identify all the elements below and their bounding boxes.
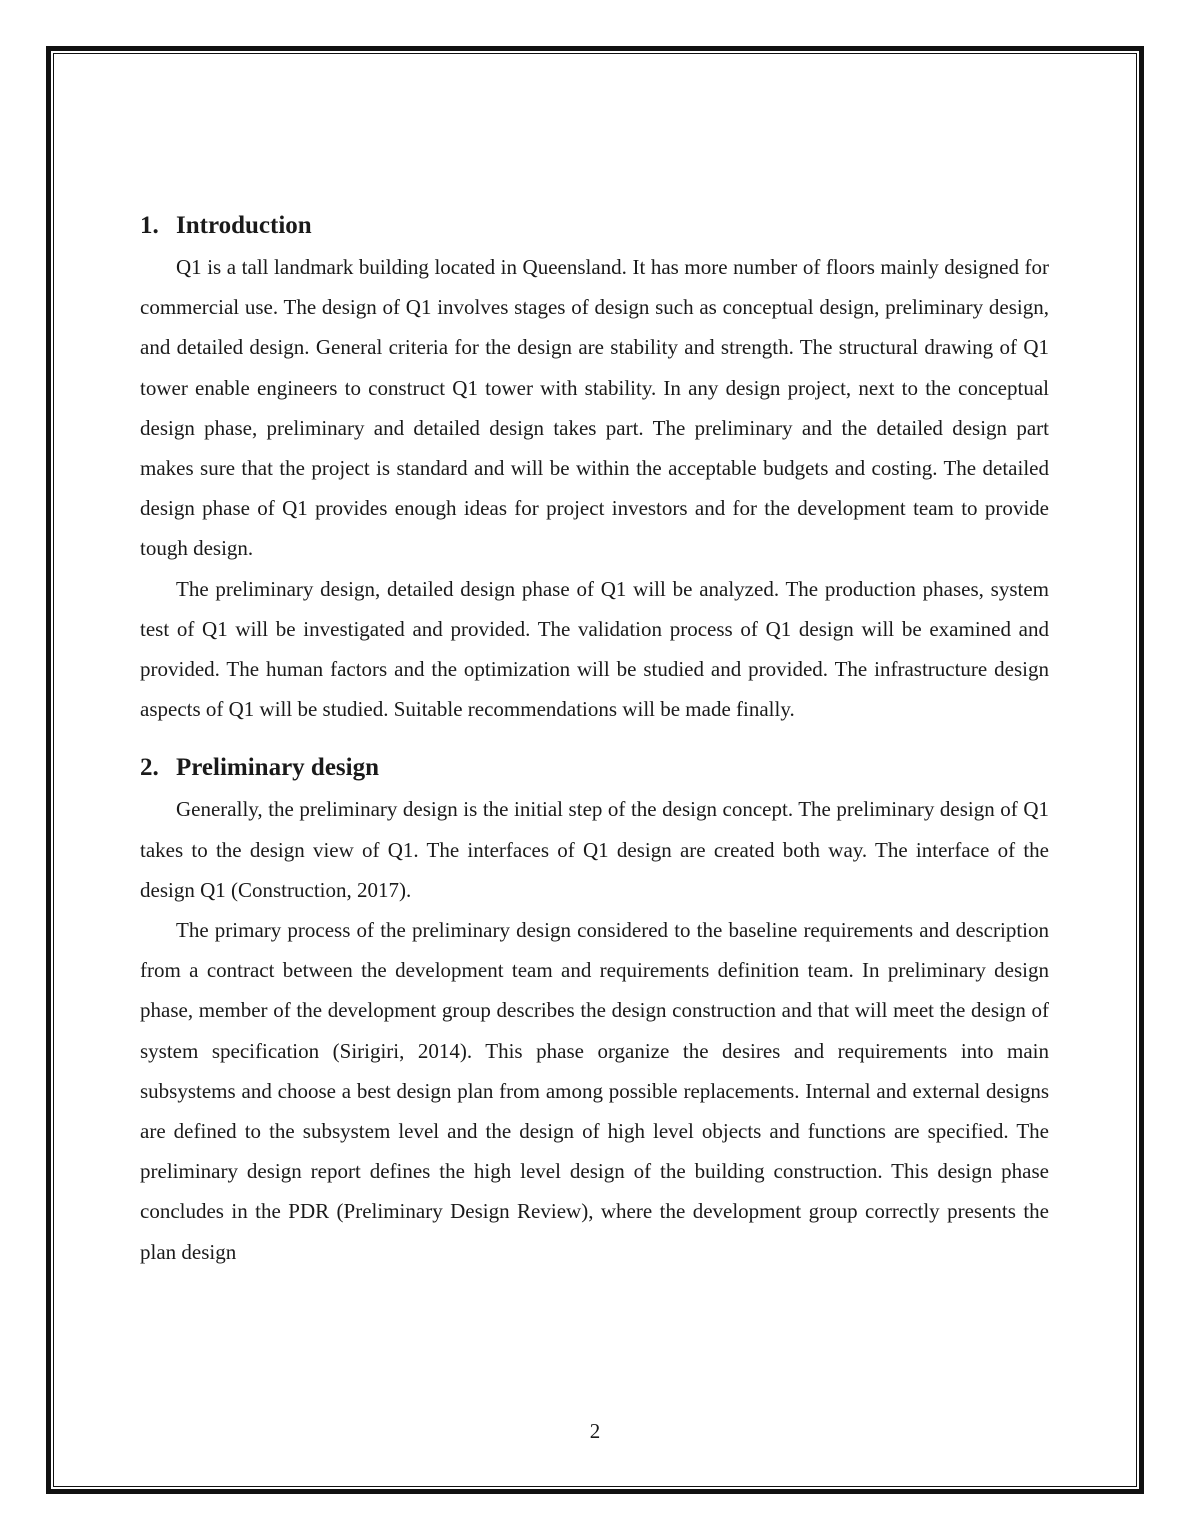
section-introduction [140,205,1049,729]
section-title: Introduction [176,212,312,239]
section-title: Preliminary design [176,754,380,782]
section-number: 1. [140,212,159,239]
section-preliminary-design [140,747,1049,1271]
section-number: 2. [140,754,159,782]
section-heading [140,747,1049,789]
paragraph: The primary process of the preliminary design considered to the baseline requirements and description from a contract between the development team and requirements definition team. In preliminary design phase, member of the development group describes the design construction and that will meet the design of system specification (Sirigiri, 2014). This phase organize the desires and requirements into main subsystems and choose a best design plan from among possible replacements. Internal and external designs are defined to the subsystem level and the design of high level objects and functions are specified. The preliminary design report defines the high level design of the building construction. This design phase concludes in the PDR (Preliminary Design Review), where the development group correctly presents the plan design [140,918,1049,1264]
section-heading [140,205,1049,247]
paragraph: Q1 is a tall landmark building located in Queensland. It has more number of floors mainly designed for commercial use. The design of Q1 involves stages of design such as conceptual design, preliminary design, and detailed design. General criteria for the design are stability and strength. The structural drawing of Q1 tower enable engineers to construct Q1 tower with stability. In any design project, next to the conceptual design phase, preliminary and detailed design takes part. The preliminary and the detailed design part makes sure that the project is standard and will be within the acceptable budgets and costing. The detailed design phase of Q1 provides enough ideas for project investors and for the development team to provide tough design. [140,255,1049,561]
paragraph: Generally, the preliminary design is the initial step of the design concept. The preliminary design of Q1 takes to the design view of Q1. The interfaces of Q1 design are created both way. The interface of the design Q1 (Construction, 2017). [140,797,1049,902]
page-number: 2 [589,1419,601,1443]
paragraph: The preliminary design, detailed design phase of Q1 will be analyzed. The production phases, system test of Q1 will be investigated and provided. The validation process of Q1 design will be examined and provided. The human factors and the optimization will be studied and provided. The infrastructure design aspects of Q1 will be studied. Suitable recommendations will be made finally. [140,576,1049,722]
page-content [140,205,1049,1272]
